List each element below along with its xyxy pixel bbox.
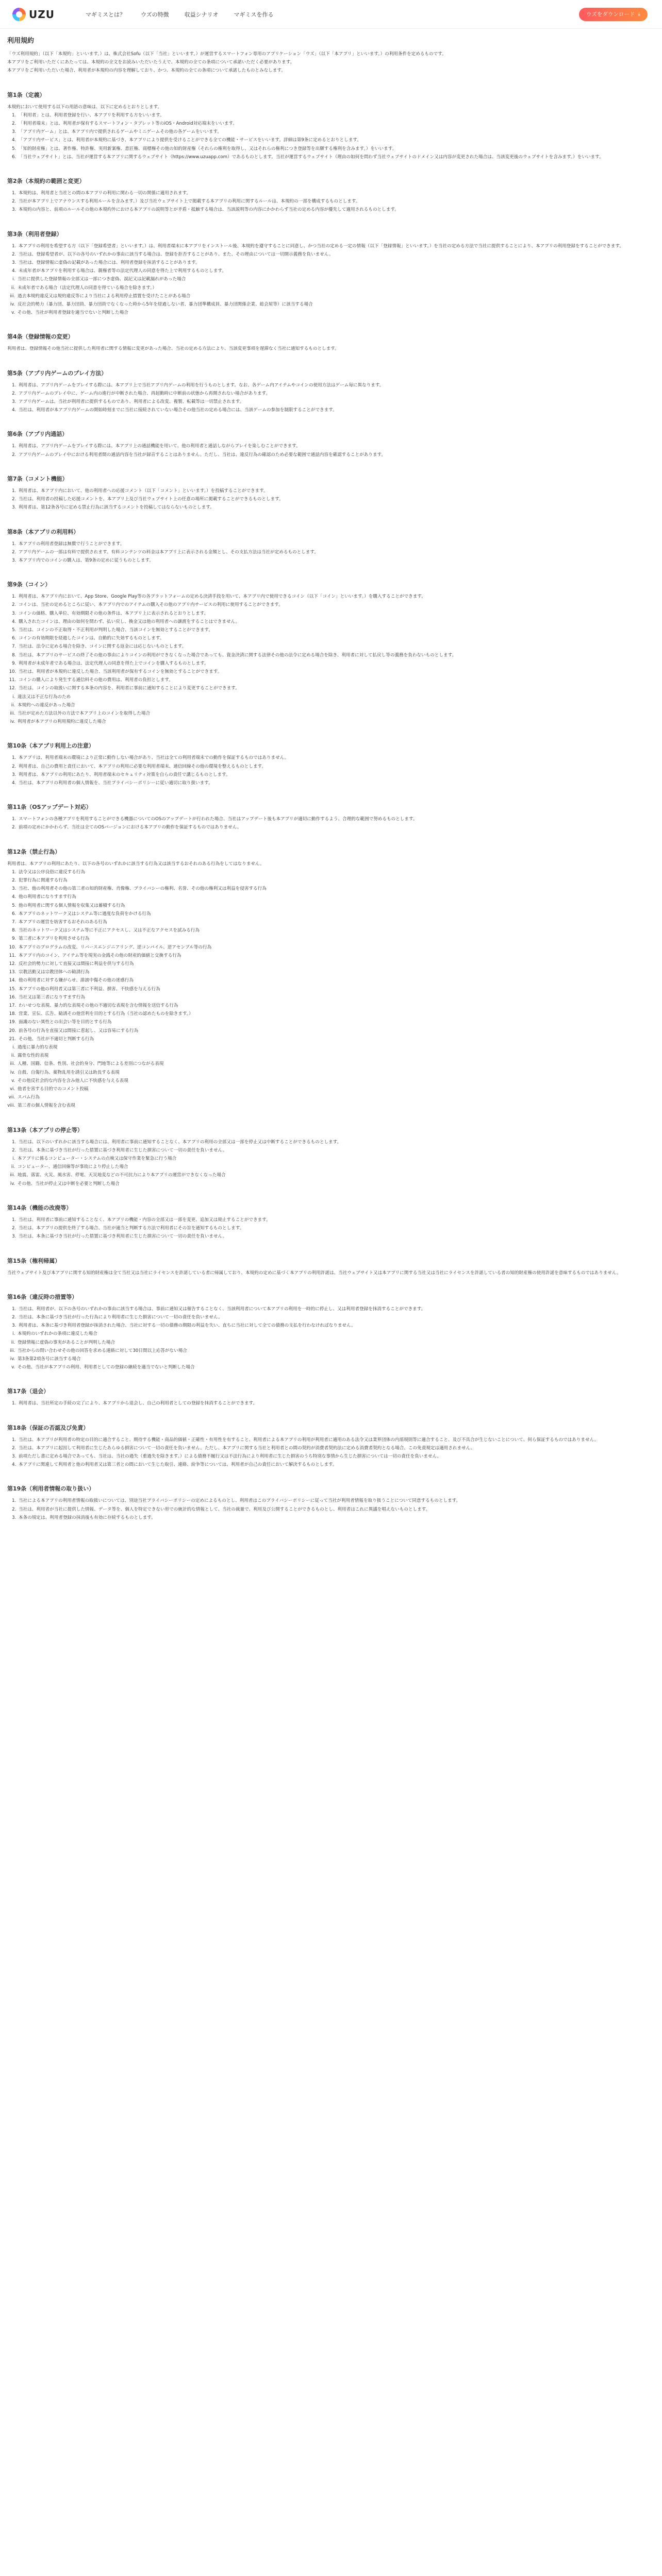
article-section <box>7 1257 655 1277</box>
article-sublist <box>7 1155 655 1188</box>
article-item: 2. 利用者は、自己の費用と責任において、本アプリの利用に必要な利用者端末、通信回線その他の環境を整えるものとします。 <box>18 762 655 771</box>
article-item: 7. 当社は、法令に定める場合を除き、コインに関する返金には応じないものとします。 <box>18 642 655 651</box>
article-item: 12. 当社は、コインの取扱いに関する本条の内容を、利用者に事前に通知することにより変更することができます。 <box>18 684 655 692</box>
article-subitem: iv. 利用者が本アプリの利用規約に違反した場合 <box>16 718 655 726</box>
article-item: 9. 利用者が未成年者である場合は、法定代理人の同意を得た上でコインを購入するものとします。 <box>18 659 655 668</box>
article-subitem: iii. 当社からの問い合わせその他の回答を求める連絡に対して30日間以上応答がない場合 <box>16 1347 655 1355</box>
article-list <box>7 1216 655 1241</box>
article-item: 5. 「知的財産権」とは、著作権、特許権、実用新案権、意匠権、商標権その他の知的財産権（それらの権利を取得し、又はそれらの権利につき登録等を出願する権利を含みます。）をいいます。 <box>18 145 655 153</box>
article-section <box>7 430 655 459</box>
article-item: 4. 本アプリに関連して利用者と他の利用者又は第三者との間において生じた取引、連絡、紛争等については、利用者が自己の責任において解決するものとします。 <box>18 1461 655 1469</box>
intro-paragraph: 本アプリをご利用いただくにあたっては、本規約の全文をお読みいただいたうえで、本規約の全ての条項について承諾いただく必要があります。 <box>7 60 295 65</box>
article-item: 2. 当社は、本条に基づき当社が行った措置に基づき利用者に生じた損害について一切の責任を負いません。 <box>18 1146 655 1155</box>
article-item: 4. 未成年者が本アプリを利用する場合は、親権者等の法定代理人の同意を得た上で利用するものとします。 <box>18 267 655 275</box>
article-lead: 当社ウェブサイト及び本アプリに関する知的財産権は全て当社又は当社にライセンスを許諾している者に帰属しており、本規約の定めに基づく本アプリの利用許諾は、当社ウェブサイト又は本アプリに関する当社又は当社にライセンスを許諾している者の知的財産権の使用許諾を意味するものではありません。 <box>7 1270 621 1276</box>
article-list <box>7 1497 655 1522</box>
article-subitem: v. その他、当社が本アプリの利用、利用者としての登録の継続を適当でないと判断した場合 <box>16 1363 655 1371</box>
article-section <box>7 528 655 565</box>
nav-item-create[interactable]: マギミスを作る <box>234 11 274 18</box>
download-button[interactable] <box>579 8 648 21</box>
article-list <box>7 1138 655 1155</box>
article-item: 2. 前項の定めにかかわらず、当社は全てのOSバージョンにおける本アプリの動作を保証するものではありません。 <box>18 823 655 832</box>
article-item: 2. 当社は、利用者の投稿した応援コメントを、本アプリ上及び当社ウェブサイト上の任意の場所に掲載することができるものとします。 <box>18 495 655 503</box>
article-title: 第15条（権利帰属） <box>7 1257 61 1264</box>
article-section <box>7 1484 655 1522</box>
article-subitem: ii. 登録情報に虚偽の事実があることが判明した場合 <box>16 1338 655 1347</box>
intro-paragraph: 本アプリをご利用いただいた場合、利用者が本規約の内容を理解しており、かつ、本規約の全ての条項について承諾したものとみなします。 <box>7 68 286 74</box>
article-item: 3. コインの価格、購入単位、有効期限その他の条件は、本アプリ上に表示されるとおりとします。 <box>18 609 655 618</box>
intro-paragraph: 「ウズ利用規約」（以下「本規約」といいます。）は、株式会社Sofu（以下「当社」といいます。）が運営するスマートフォン専用のアプリケーション「ウズ」（以下「本アプリ」といいます。）の利用条件を定めるものです。 <box>7 52 446 57</box>
article-subitem: i. 違法又は不正な行為のため <box>16 693 655 701</box>
article-title: 第1条（定義） <box>7 91 45 98</box>
article-section <box>7 803 655 832</box>
article-item: 1. スマートフォンの各種アプリを利用することができる機器についてのOSのアップデートが行われた場合、当社はアップデート後も本アプリが適切に動作するよう、合理的な範囲で努めるものとします。 <box>18 815 655 823</box>
article-subitem: i. 本アプリに係るコンピューター・システムの点検又は保守作業を緊急に行う場合 <box>16 1155 655 1163</box>
nav-item-about[interactable]: マギミスとは？ <box>85 11 125 18</box>
article-item: 6. 「当社ウェブサイト」とは、当社が運営する本アプリに関するウェブサイト（https://www.uzuapp.com）であるものとします。当社が運営するウェブサイト（理由の如何を問わず当社ウェブサイトのドメイン又は内容が変更された場合は、当該変更後のウェブサイトを含みます。）をいいます。 <box>18 153 655 161</box>
article-list <box>7 1305 655 1330</box>
article-item: 15. 本アプリの他の利用者又は第三者に不利益、損害、不快感を与える行為 <box>18 985 655 993</box>
article-title: 第16条（違反時の措置等） <box>7 1293 78 1300</box>
article-sublist <box>7 275 655 317</box>
article-item: 17. わいせつな表現、暴力的な表現その他の不適切な表現を含む情報を送信する行為 <box>18 1002 655 1010</box>
article-item: 1. 法令又は公序良俗に違反する行為 <box>18 868 655 876</box>
article-item: 1. 利用者は、本アプリ内において、App Store、Google Play等の各プラットフォームの定める決済手段を用いて、本アプリ内で使用できるコイン（以下「コイン」といいます。）を購入することができます。 <box>18 592 655 601</box>
article-subitem: iii. 過去本規約違反又は規約違反等により当社による利用停止措置を受けたことがある場合 <box>16 292 655 300</box>
article-title: 第7条（コメント機能） <box>7 475 68 482</box>
article-item: 1. 当社は、本アプリが利用者の特定の目的に適合すること、期待する機能・商品的価値・正確性・有用性を有すること、利用者による本アプリの利用が利用者に適用のある法令又は業界団体の内部規則等に適合すること、及び不具合が生じないことについて、何ら保証するものではありません。 <box>18 1436 655 1444</box>
article-subitem: iv. 第3条第2項各号に該当する場合 <box>16 1355 655 1363</box>
article-item: 1. 利用者は、アプリ内ゲームをプレイする際には、本アプリ上の通話機能を用いて、他の利用者と通話しながらプレイを楽しむことができます。 <box>18 442 655 450</box>
article-list <box>7 189 655 214</box>
article-item: 2. 犯罪行為に関連する行為 <box>18 876 655 885</box>
article-item: 6. コインの有効期限を経過したコインは、自動的に失効するものとします。 <box>18 634 655 642</box>
article-list <box>7 815 655 832</box>
terms-content <box>0 35 662 1522</box>
article-subitem: i. 本規約のいずれかの条項に違反した場合 <box>16 1330 655 1338</box>
article-item: 2. 当社は、利用者が当社に提供した情報、データ等を、個人を特定できない形での統計的な情報として、当社の裁量で、利用及び公開することができるものとし、利用者はこれに異議を唱えないものとします。 <box>18 1505 655 1514</box>
article-subitem: ii. 本規約への違反があった場合 <box>16 701 655 709</box>
article-item: 2. 当社は、本アプリの提供を終了する場合、当社が適当と判断する方法で利用者にその旨を通知するものとします。 <box>18 1224 655 1232</box>
article-list <box>7 487 655 512</box>
article-item: 4. 他の利用者になりすます行為 <box>18 893 655 901</box>
article-subitem: vi. 他者を害する目的でのコメント投稿 <box>16 1085 655 1093</box>
article-item: 2. アプリ内ゲームのプレイ中における利用者間の通話内容を当社が録音することはありません。ただし、当社は、違反行為の確認のため必要な範囲で通話内容を確認することがあります。 <box>18 451 655 459</box>
article-section <box>7 1293 655 1372</box>
article-item: 1. 利用者は、当社所定の手続の完了により、本アプリから退会し、自己の利用者としての登録を抹消することができます。 <box>18 1399 655 1408</box>
article-item: 3. 利用者は、本アプリの利用にあたり、利用者端末のセキュリティ対策を自らの責任で講じるものとします。 <box>18 771 655 779</box>
logo-text: UZU <box>29 8 55 21</box>
article-item: 1. 当社による本アプリの利用者情報の取扱いについては、別途当社プライバシーポリシーの定めによるものとし、利用者はこのプライバシーポリシーに従って当社が利用者情報を取り扱うことについて同意するものとします。 <box>18 1497 655 1505</box>
article-list <box>7 592 655 692</box>
article-subitem: viii. 第三者の個人情報を含む表現 <box>16 1101 655 1110</box>
article-section <box>7 1387 655 1408</box>
download-icon: ⤓ <box>638 11 640 17</box>
article-title: 第3条（利用者登録） <box>7 230 62 238</box>
article-item: 2. 「利用者端末」とは、利用者が保有するスマートフォン・タブレット等のiOS・Android対応端末をいいます。 <box>18 120 655 128</box>
article-item: 3. 当社、他の利用者その他の第三者の知的財産権、肖像権、プライバシーの権利、名誉、その他の権利又は利益を侵害する行為 <box>18 885 655 893</box>
article-item: 2. 当社は、登録希望者が、以下の各号のいずれかの事由に該当する場合は、登録を拒否することがあり、また、その理由については一切開示義務を負いません。 <box>18 250 655 259</box>
article-item: 5. 当社は、コインの不正取得・不正利用が判明した場合、当該コインを無効とすることができます。 <box>18 626 655 634</box>
article-title: 第12条（禁止行為） <box>7 848 61 855</box>
article-title: 第11条（OSアップデート対応） <box>7 804 92 811</box>
article-list <box>7 1436 655 1469</box>
article-title: 第4条（登録情報の変更） <box>7 333 74 341</box>
article-lead: 利用者は、本アプリの利用にあたり、以下の各号のいずれかに該当する行為又は該当するおそれのある行為をしてはなりません。 <box>7 861 264 867</box>
article-section <box>7 1423 655 1469</box>
article-item: 3. 本条の規定は、利用者登録の抹消後も有効に存続するものとします。 <box>18 1514 655 1522</box>
article-item: 18. 営業、宣伝、広告、勧誘その他営利を目的とする行為（当社の認めたものを除きます。） <box>18 1010 655 1018</box>
article-subitem: iii. 地震、落雷、火災、風水害、停電、天災地変などの不可抗力により本アプリの運営ができなくなった場合 <box>16 1171 655 1179</box>
article-list <box>7 242 655 276</box>
article-subitem: v. その他反社会的な内容を含み他人に不快感を与える表現 <box>16 1077 655 1085</box>
article-list <box>7 1399 655 1408</box>
article-title: 第6条（アプリ内通話） <box>7 431 68 438</box>
article-title: 第8条（本アプリの利用料） <box>7 528 79 535</box>
article-item: 7. 本アプリの運営を妨害するおそれのある行為 <box>18 918 655 926</box>
uzu-logo-icon <box>12 8 26 21</box>
article-item: 11. コインの購入により発生する通信料その他の費用は、利用者の負担とします。 <box>18 676 655 684</box>
article-section <box>7 332 655 353</box>
article-item: 1. 利用者は、本アプリ内において、他の利用者への応援コメント（以下「コメント」といいます。）を投稿することができます。 <box>18 487 655 495</box>
article-list <box>7 868 655 1043</box>
article-subitem: ii. 未成年者である場合（法定代理人の同意を得ている場合を除きます。） <box>16 284 655 292</box>
article-title: 第2条（本規約の範囲と変更） <box>7 178 85 185</box>
article-item: 3. 利用者は、第12条各号に定める禁止行為に該当するコメントを投稿してはならないものとします。 <box>18 503 655 512</box>
article-section <box>7 369 655 415</box>
article-title: 第18条（保証の否認及び免責） <box>7 1424 89 1431</box>
article-item: 6. 本アプリのネットワーク又はシステム等に過度な負荷をかける行為 <box>18 910 655 918</box>
article-item: 1. 当社は、以下のいずれかに該当する場合には、利用者に事前に通知することなく、本アプリの利用の全部又は一部を停止又は中断することができるものとします。 <box>18 1138 655 1146</box>
article-item: 4. 購入されたコインは、理由の如何を問わず、払い戻し、換金又は他の利用者への譲渡をすることはできません。 <box>18 618 655 626</box>
article-subitem: i. 過度に暴力的な表現 <box>16 1043 655 1052</box>
article-lead: 利用者は、登録情報その他当社に提供した利用者に関する情報に変更があった場合、当社の定める方法により、当該変更事項を遅滞なく当社に通知するものとします。 <box>7 346 339 352</box>
article-item: 12. 反社会的勢力に対して直接又は間接に利益を供与する行為 <box>18 960 655 968</box>
article-item: 8. 当社のネットワーク又はシステム等に不正にアクセスし、又は不正なアクセスを試みる行為 <box>18 926 655 935</box>
article-item: 1. 当社は、利用者に事前に通知することなく、本アプリの機能・内容の全部又は一部を変更、追加又は廃止することができます。 <box>18 1216 655 1224</box>
article-subitem: ii. 露骨な性的表現 <box>16 1052 655 1060</box>
article-item: 2. 当社が本アプリ上でアナウンスする利用ルールを含みます。）及び当社ウェブサイト上で掲載する本アプリの利用に関するルールは、本規約の一部を構成するものとします。 <box>18 197 655 206</box>
article-section <box>7 230 655 317</box>
article-item: 1. 本規約は、利用者と当社との間の本アプリの利用に関わる一切の関係に適用されます。 <box>18 189 655 197</box>
article-item: 2. アプリ内ゲームのプレイ中に、ゲーム内の進行が中断された場合、再起動時に中断前の状態から再開されない場合があります。 <box>18 389 655 398</box>
article-item: 21. その他、当社が不適切と判断する行為 <box>18 1035 655 1043</box>
article-item: 1. 当社は、利用者が、以下の各号のいずれかの事由に該当する場合は、事前に通知又は催告することなく、当該利用者について本アプリの利用を一時的に停止し、又は利用者登録を抹消することができます。 <box>18 1305 655 1313</box>
article-list <box>7 381 655 415</box>
article-sublist <box>7 693 655 726</box>
site-header <box>0 0 662 29</box>
article-item: 2. 当社は、本条に基づき当社が行った行為により利用者に生じた損害について一切の責任を負いません。 <box>18 1313 655 1321</box>
article-lead: 本規約において使用する以下の用語の意味は、以下に定めるとおりとします。 <box>7 104 162 110</box>
article-item: 8. 当社は、本アプリのサービスの終了その他の事由によりコインの利用ができなくなった場合であっても、資金決済に関する法律その他の法令に定める場合を除き、利用者に対して払戻し等の義務を負わないものとします。 <box>18 651 655 659</box>
article-item: 3. 本アプリ内でのコインの購入は、第9条の定めに従うものとします。 <box>18 556 655 565</box>
article-item: 3. 利用者は、本条に基づき利用者登録が抹消された場合、当社に対する一切の債務の期限の利益を失い、直ちに当社に対して全ての債務の支払を行わなければなりません。 <box>18 1321 655 1330</box>
article-item: 1. 本アプリは、利用者端末の環境により正常に動作しない場合があり、当社は全ての利用者端末での動作を保証するものではありません。 <box>18 754 655 762</box>
nav-item-revenue[interactable]: 収益シナリオ <box>184 11 219 18</box>
articles <box>7 91 655 1522</box>
article-item: 11. 本アプリ内のコイン、アイテム等を現実の金銭その他の財産的価値と交換する行為 <box>18 952 655 960</box>
article-subitem: vii. スパム行為 <box>16 1093 655 1101</box>
article-item: 1. 利用者は、アプリ内ゲームをプレイする際には、本アプリ上で当社アプリ内ゲームの利用を行うものとします。なお、各ゲーム内アイテムやコインの使用方法はゲーム毎に異なります。 <box>18 381 655 389</box>
article-subitem: iv. 反社会的勢力（暴力団、暴力団員、暴力団員でなくなった時から5年を経過しない者、暴力団準構成員、暴力団関係企業、総会屋等）に該当する場合 <box>16 300 655 309</box>
article-item: 10. 当社は、利用者が本規約に違反した場合、当該利用者が保有するコインを無効とすることができます。 <box>18 668 655 676</box>
article-title: 第5条（アプリ内ゲームのプレイ方法） <box>7 369 107 377</box>
article-item: 2. アプリ内ゲームの一部は有料で提供されます。有料コンテンツの料金は本アプリ上に表示される金額とし、その支払方法は当社が定めるものとします。 <box>18 548 655 556</box>
article-item: 3. 「アプリ内ゲーム」とは、本アプリ内で提供されるゲームやミニゲームその他の各ゲームをいいます。 <box>18 128 655 136</box>
download-button-label: ウズをダウンロード <box>586 11 635 18</box>
article-item: 14. 他の利用者に対する嫌がらせ、誹謗中傷その他の迷惑行為 <box>18 976 655 985</box>
article-item: 3. 当社は、本条に基づき当社が行った措置に基づき利用者に生じた損害について一切の責任を負いません。 <box>18 1232 655 1241</box>
article-section <box>7 848 655 1110</box>
article-item: 3. 当社は、登録情報に虚偽の記載があった場合には、利用者登録を抹消することがあります。 <box>18 259 655 267</box>
article-item: 4. 当社は、本アプリの利用者の個人情報を、当社プライバシーポリシーに従い適切に取り扱います。 <box>18 779 655 787</box>
article-item: 19. 面識のない異性との出会い等を目的とする行為 <box>18 1018 655 1026</box>
intro <box>7 50 655 75</box>
article-subitem: iv. 自殺、自傷行為、薬物乱用を誘引又は助長する表現 <box>16 1069 655 1077</box>
article-list <box>7 754 655 787</box>
article-list <box>7 111 655 161</box>
article-item: 4. 「アプリ内サービス」とは、利用者が本規約に基づき、本アプリにより提供を受けることができる全ての機能・サービスをいいます。詳細は第9条に定めるとおりとします。 <box>18 136 655 144</box>
article-item: 10. 本アプリのプログラムの改変、リバースエンジニアリング、逆コンパイル、逆アセンブル等の行為 <box>18 943 655 952</box>
nav-item-features[interactable]: ウズの特徴 <box>140 11 169 18</box>
article-item: 13. 宗教活動又は宗教団体への勧誘行為 <box>18 968 655 976</box>
logo[interactable] <box>12 8 55 21</box>
article-title: 第10条（本アプリ利用上の注意） <box>7 742 94 750</box>
article-list <box>7 442 655 459</box>
article-section <box>7 1204 655 1241</box>
article-subitem: ii. コンピューター、通信回線等が事故により停止した場合 <box>16 1163 655 1171</box>
article-item: 16. 当社又は第三者になりすます行為 <box>18 993 655 1002</box>
article-item: 2. 当社は、本アプリに起因して利用者に生じたあらゆる損害について一切の責任を負いません。ただし、本アプリに関する当社と利用者との間の契約が消費者契約法に定める消費者契約となる場合、この免責規定は適用されません。 <box>18 1444 655 1452</box>
article-item: 5. 他の利用者に関する個人情報を収集又は蓄積する行為 <box>18 902 655 910</box>
article-title: 第9条（コイン） <box>7 581 51 588</box>
article-section <box>7 741 655 787</box>
article-item: 3. アプリ内ゲームは、当社が利用者に提供するものであり、利用者による改変、複製、転載等は一切禁止されます。 <box>18 398 655 406</box>
article-section <box>7 91 655 161</box>
article-item: 1. 本アプリの利用を希望する方（以下「登録希望者」といいます。）は、利用者端末に本アプリをインストール後、本規約を遵守することに同意し、かつ当社の定める一定の情報（以下「登録情報」といいます。）を当社の定める方法で当社に提供することにより、本アプリの利用登録をすることができます。 <box>18 242 655 250</box>
article-sublist <box>7 1043 655 1110</box>
main-nav <box>86 10 274 19</box>
article-list <box>7 540 655 565</box>
article-subitem: v. その他、当社が利用者登録を適当でないと判断した場合 <box>16 309 655 317</box>
article-subitem: iv. その他、当社が停止又は中断を必要と判断した場合 <box>16 1180 655 1188</box>
article-item: 20. 前各号の行為を直接又は間接に惹起し、又は容易にする行為 <box>18 1027 655 1035</box>
article-section <box>7 1126 655 1188</box>
article-title: 第14条（機能の改廃等） <box>7 1204 72 1211</box>
article-subitem: i. 当社に提供した登録情報の全部又は一部につき虚偽、誤記又は記載漏れがあった場合 <box>16 275 655 283</box>
article-section <box>7 177 655 214</box>
article-item: 3. 本規約の内容と、前項のルールその他の本規約外における本アプリの説明等とが矛盾・抵触する場合は、当該説明等の内容にかかわらず当社の定める内容が優先して適用されるものとします。 <box>18 206 655 214</box>
article-title: 第13条（本アプリの停止等） <box>7 1126 83 1133</box>
article-item: 1. 「利用者」とは、利用者登録を行い、本アプリを利用する方をいいます。 <box>18 111 655 120</box>
article-subitem: iii. 人種、国籍、信条、性別、社会的身分、門地等による差別につながる表現 <box>16 1060 655 1068</box>
article-subitem: iii. 当社が定めた方法以外の方法で本アプリ上のコインを取得した場合 <box>16 709 655 718</box>
article-item: 2. コインは、当社の定めるところに従い、本アプリ内でのアイテムの購入その他のアプリ内サービスの利用に使用することができます。 <box>18 601 655 609</box>
article-item: 3. 前項ただし書に定める場合であっても、当社は、当社の過失（重過失を除きます。）による債務不履行又は不法行為により利用者に生じた損害のうち特別な事情から生じた損害については一切の責任を負いません。 <box>18 1452 655 1461</box>
article-section <box>7 580 655 726</box>
article-item: 9. 第三者に本アプリを利用させる行為 <box>18 935 655 943</box>
article-section <box>7 474 655 512</box>
article-item: 1. 本アプリの利用者登録は無償で行うことができます。 <box>18 540 655 548</box>
page-title: 利用規約 <box>7 37 35 45</box>
article-sublist <box>7 1330 655 1371</box>
article-title: 第17条（退会） <box>7 1388 49 1395</box>
article-title: 第19条（利用者情報の取り扱い） <box>7 1485 95 1493</box>
article-item: 4. 当社は、利用者が本アプリ内ゲームの開始時刻までに当社に接続されていない場合その他当社の定める場合には、当該ゲームの参加を制限することができます。 <box>18 406 655 414</box>
